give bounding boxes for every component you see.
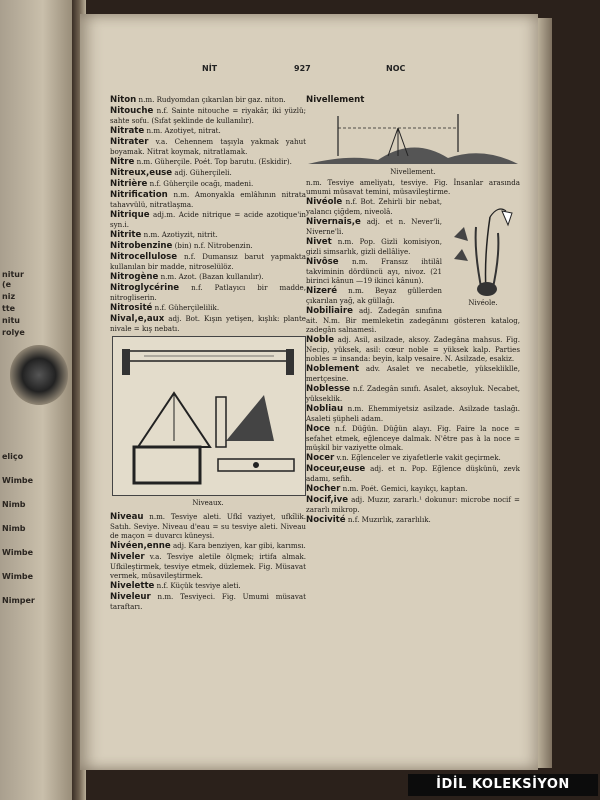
dictionary-entry <box>306 95 520 105</box>
dictionary-entry <box>306 335 520 363</box>
levels-illustration <box>112 336 306 496</box>
definition: v.n. Eğlenceler ve ziyafetlerle vakit geçirmek. <box>334 453 501 462</box>
dictionary-entry <box>306 306 520 334</box>
dictionary-entry <box>306 384 520 403</box>
headword: Nobiliaire <box>306 306 353 316</box>
headword: Nobliau <box>306 404 344 414</box>
headword: Nitrification <box>110 190 168 200</box>
dictionary-entry <box>306 453 520 463</box>
dictionary-entry <box>110 314 306 333</box>
headword: Nocivité <box>306 515 346 525</box>
definition: n.f. Bot. Zehirli bir nebat, yalancı çiğdem, niveolâ. <box>306 197 442 216</box>
definition: n.f. Patlayıcı bir madde, nitrogliserin. <box>110 283 306 302</box>
left-page-fragment: nitur <box>2 270 24 279</box>
definition: v.a. Tesviye aletile ölçmek; irtifa almak. Ufkileştirmek, tesviye etmek, düzlemek. Fig. Müsavat vermek, müsavileştirmek. <box>110 552 306 580</box>
dictionary-entry <box>306 515 520 525</box>
headword: Nitreux,euse <box>110 168 173 178</box>
headword: Noblement <box>306 364 360 374</box>
definition: n.m. Tesviyeci. Fig. Umumi müsavat taraftarı. <box>110 592 306 611</box>
definition: adj. Bot. Kışın yetişen, kışlık: plante nivale = kış nebatı. <box>110 314 306 333</box>
dictionary-entry <box>110 592 306 611</box>
definition: n.m. Amonyakla emlâhının nitrata tahavvülü, nitratlaşma. <box>110 190 306 209</box>
left-page-fragment: nitu <box>2 316 20 325</box>
definition: adj. Kara benziyen, kar gibi, karımsı. <box>170 541 306 550</box>
headword: Nitrocellulose <box>110 252 178 262</box>
left-page-fragment: Wimbe <box>2 476 34 485</box>
right-column <box>306 95 520 526</box>
surveying-drawing <box>306 106 520 166</box>
page-edge <box>538 18 552 768</box>
definition: v.a. Cehennem taşıyla yakmak yahut boyamak. Nitrat koymak, nitratlamak. <box>110 137 306 156</box>
definition: adj.m. Acide nitrique = acide azotique'in syn.i. <box>110 210 306 229</box>
definition: n.m. Azot. (Bazan kullanılır). <box>158 272 264 281</box>
headword: Nival,e,aux <box>110 314 165 324</box>
definition: n.m. Rudyomdan çıkarılan bir gaz. niton. <box>136 95 286 104</box>
definition: adv. Asalet ve necabetle, yüksekliklle, mertçesine. <box>306 364 520 383</box>
definition: n.m. Güherçile. Poét. Top barutu. (Eskidir). <box>134 157 292 166</box>
right-guide-word: NOC <box>386 64 406 73</box>
dictionary-entry <box>110 541 306 551</box>
definition: n.f. Güherçile ocağı, madeni. <box>147 179 254 188</box>
headword: Nitrière <box>110 179 148 189</box>
dictionary-entry <box>110 106 306 125</box>
definition: adj. Asil, asilzade, aksoy. Zadegâna mahsus. Fig. Necip, yüksek, asil: cœur noble = yüksek kalp. Parties nobles = insanda: beyin, kalp vesaire. N. Asilzade, esakiz. <box>306 335 520 363</box>
figure-caption: Niveaux. <box>192 499 224 507</box>
niveole-illustration <box>446 197 520 309</box>
levels-drawing <box>113 337 305 495</box>
dictionary-entry <box>110 303 306 313</box>
definition: adj. et n. Pop. Eğlence düşkünü, zevk adamı, sefih. <box>306 464 520 483</box>
headword: Nocer <box>306 453 335 463</box>
left-page-fragment: tte <box>2 304 16 313</box>
dictionary-entry <box>110 581 306 591</box>
definition: n.m. Azotiyzit, nitrit. <box>141 230 218 239</box>
dictionary-entry <box>306 484 520 494</box>
headword: Nitroglycérine <box>110 283 180 293</box>
dictionary-entry <box>110 190 306 209</box>
definition: n.f. Sainte nitouche = riyakâr, iki yüzlü; sahte sofu. (Sıfat şeklinde de kullanılır). <box>110 106 306 125</box>
headword: Nocher <box>306 484 341 494</box>
definition: (bin) n.f. Nitrobenzin. <box>172 241 253 250</box>
headword: Nivet <box>306 237 332 247</box>
left-page-fragment: rolye <box>2 328 25 337</box>
definition: n.m. Beyaz güllerden çıkarılan yağ, ak güllağı. <box>306 286 442 305</box>
headword: Nivelette <box>110 581 155 591</box>
dictionary-entry <box>110 552 306 580</box>
dictionary-entry <box>110 126 306 136</box>
dictionary-entry <box>110 210 306 229</box>
definition: adj. et n. Never'li, Niverne'li. <box>306 217 442 236</box>
headword: Nivellement <box>306 95 365 105</box>
definition: n.f. Muzırlık, zararlılık. <box>345 515 431 524</box>
headword: Niveler <box>110 552 145 562</box>
headword: Nitrosité <box>110 303 153 313</box>
headword: Niveau <box>110 512 144 522</box>
definition: adj. Muzır, zararlı.¹ dokunur: microbe nocif = zararlı mikrop. <box>306 495 520 514</box>
headword: Nitrate <box>110 126 145 136</box>
definition: n.m. Fransız ihtilâl takviminin dördüncü ayı, nivoz. (21 birinci kânun —19 ikinci kânun). <box>306 257 442 285</box>
headword: Nitrique <box>110 210 150 220</box>
left-page-fragment: Wimbe <box>2 548 34 557</box>
left-page-illustration <box>10 345 68 405</box>
left-page-fragment: niz <box>2 292 16 301</box>
left-page-fragment: Nimb <box>2 524 26 533</box>
left-guide-word: NİT <box>202 64 218 73</box>
dictionary-entry <box>306 364 520 383</box>
dictionary-entry <box>110 168 306 178</box>
definition: n.f. Küçük tesviye aleti. <box>154 581 241 590</box>
definition: n.f. Dumansız barut yapmakta kullanılan bir madde, nitroselülöz. <box>110 252 306 271</box>
dictionary-entry <box>110 95 306 105</box>
headword: Nivôse <box>306 257 339 267</box>
definition: n.m. Tesviye aleti. Ufkî vaziyet, ufkîlik. Satıh. Seviye. Niveau d'eau = su tesviye aleti. Niveau de maçon = duvarcı küneysi. <box>110 512 306 540</box>
dictionary-entry <box>110 272 306 282</box>
headword: Nitrobenzine <box>110 241 173 251</box>
headword: Niton <box>110 95 137 105</box>
dictionary-entry <box>110 241 306 251</box>
figure-caption: Nivellement. <box>390 168 436 176</box>
headword: Nitrater <box>110 137 149 147</box>
left-page-fragment: eliço <box>2 452 24 461</box>
dictionary-entry <box>110 157 306 167</box>
definition: n.m. Tesviye ameliyatı, tesviye. Fig. İnsanlar arasında umumi müsavat temini, müsavileştirme. <box>306 178 520 196</box>
headword: Noble <box>306 335 335 345</box>
definition: n.f. Güherçilelilik. <box>152 303 220 312</box>
page-number: 927 <box>294 64 311 73</box>
left-page-fragment: (e <box>2 280 12 289</box>
definition: n.m. Pop. Gizli komisiyon, gizli simsarlık, gizli dellâliye. <box>306 237 442 256</box>
definition: adj. Zadegân sınıfına ait. N.m. Bir memleketin zadegânını gösteren katalog, zadegân salnamesi. <box>306 306 520 334</box>
headword: Nivernais,e <box>306 217 361 227</box>
figure-caption: Nivéole. <box>468 299 498 307</box>
headword: Nitrite <box>110 230 142 240</box>
headword: Nivéole <box>306 197 343 207</box>
dictionary-entry <box>110 512 306 540</box>
left-page-fragment: Wimbe <box>2 572 34 581</box>
definition: n.f. Zadegân sınıfı. Asalet, aksoyluk. Necabet, yükseklik. <box>306 384 520 403</box>
adjacent-left-page <box>0 0 78 800</box>
definition: n.f. Düğün. Düğün alayı. Fig. Faire la noce = sefahet etmek, eğlenceye dalmak. N'être pas à la noce = müşkil bir vaziyette olmak. <box>306 424 520 452</box>
dictionary-entry <box>110 283 306 302</box>
definition: n.m. Azotiyet, nitrat. <box>144 126 221 135</box>
dictionary-entry <box>306 424 520 452</box>
headword: Noce <box>306 424 331 434</box>
definition: adj. Güherçileli. <box>172 168 232 177</box>
collection-watermark: İDİL KOLEKSİYON <box>408 774 598 796</box>
dictionary-entry <box>306 404 520 423</box>
dictionary-entry <box>306 464 520 483</box>
left-page-fragment: Nimper <box>2 596 35 605</box>
headword: Niveleur <box>110 592 151 602</box>
snowflake-flower-drawing <box>446 197 520 297</box>
headword: Nitouche <box>110 106 154 116</box>
nivellement-illustration <box>306 106 520 176</box>
definition: n.m. Ehemmiyetsiz asilzade. Asilzade taslağı. Asaleti şüpheli adam. <box>306 404 520 423</box>
definition: n.m. Poét. Gemici, kayıkçı, kaptan. <box>340 484 468 493</box>
headword: Noceur,euse <box>306 464 366 474</box>
dictionary-entry <box>110 230 306 240</box>
headword: Nivéen,enne <box>110 541 171 551</box>
dictionary-entry <box>110 252 306 271</box>
headword: Nocif,ive <box>306 495 349 505</box>
headword: Nizeré <box>306 286 338 296</box>
dictionary-entry <box>110 137 306 156</box>
headword: Nitre <box>110 157 135 167</box>
left-column <box>110 95 306 612</box>
headword: Noblesse <box>306 384 351 394</box>
left-page-fragment: Nimb <box>2 500 26 509</box>
dictionary-entry <box>306 495 520 514</box>
headword: Nitrogène <box>110 272 159 282</box>
dictionary-entry <box>110 179 306 189</box>
